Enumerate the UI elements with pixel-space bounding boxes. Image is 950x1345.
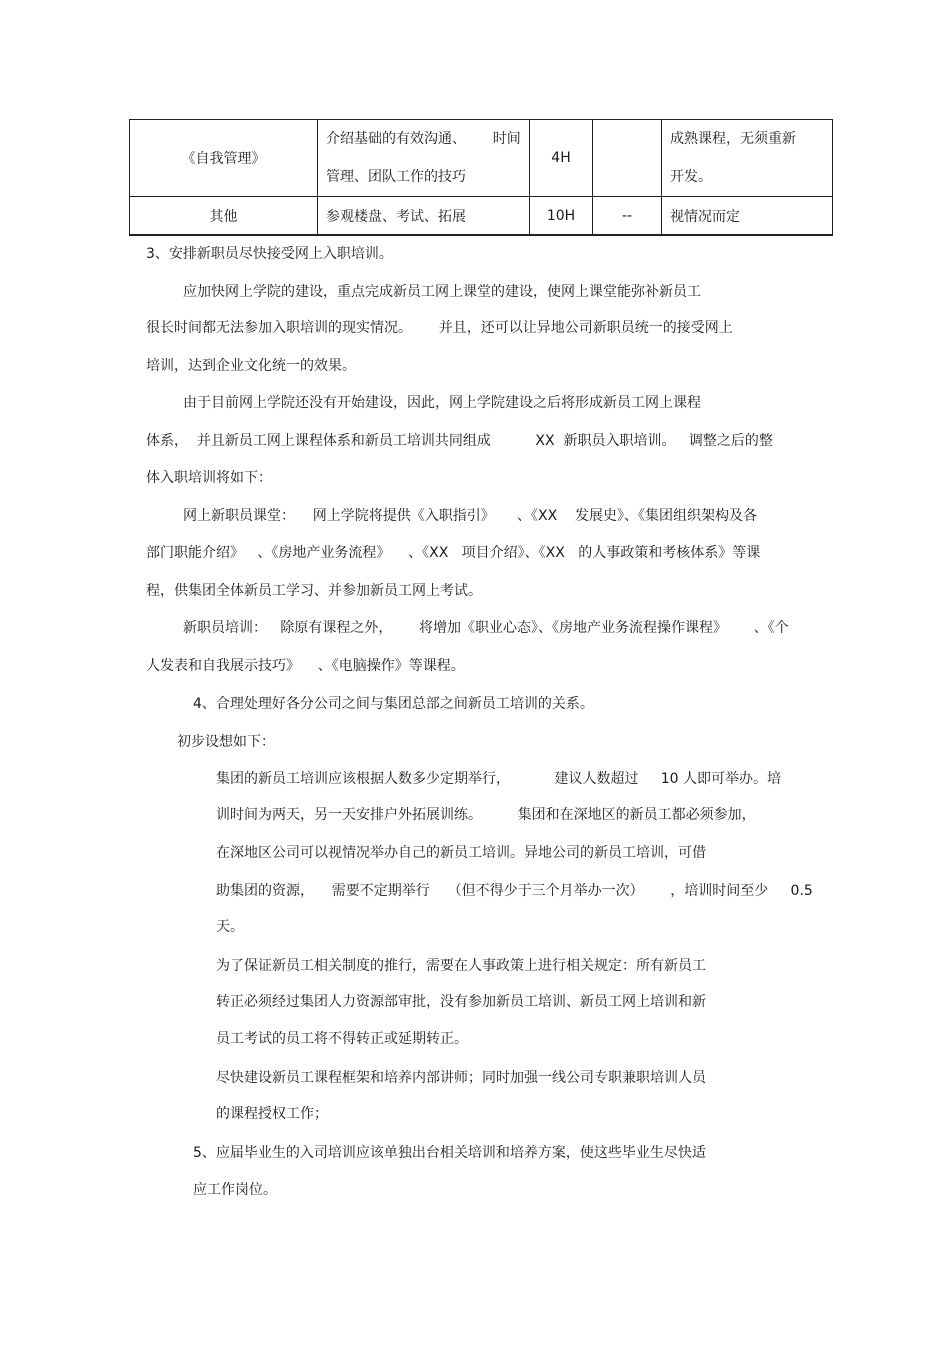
course-name-cell: 其他: [130, 197, 318, 236]
paragraph-line: 转正必须经过集团人力资源部审批，没有参加新员工培训、新员工网上培训和新: [216, 994, 706, 1010]
paragraph-line: 由于目前网上学院还没有开始建设，因此，网上学院建设之后将形成新员工网上课程: [183, 395, 701, 411]
course-remark-line: 开发。: [670, 169, 712, 185]
paragraph-line: 培训，达到企业文化统一的效果。: [146, 358, 356, 374]
paragraph-line: 初步设想如下：: [177, 734, 275, 750]
paragraph-line: 的课程授权工作；: [216, 1106, 328, 1122]
paragraph-line: 应工作岗位。: [193, 1182, 277, 1198]
table-row: [130, 120, 833, 197]
course-remark-cell: [662, 120, 833, 197]
section-heading: 4、合理处理好各分公司之间与集团总部之间新员工培训的关系。: [193, 696, 594, 712]
paragraph-line: 助集团的资源， 需要不定期举行 （但不得少于三个月举办一次） ，培训时间至少 0.5: [216, 883, 813, 899]
table-row: [130, 197, 833, 236]
paragraph-line: 天。: [216, 919, 244, 935]
paragraph-line: 员工考试的员工将不得转正或延期转正。: [216, 1031, 468, 1047]
paragraph-line: 尽快建设新员工课程框架和培养内部讲师；同时加强一线公司专职兼职培训人员: [216, 1070, 706, 1086]
paragraph-line: 应加快网上学院的建设，重点完成新员工网上课堂的建设，使网上课堂能弥补新员工: [183, 284, 701, 300]
paragraph-line: 集团的新员工培训应该根据人数多少定期举行， 建议人数超过 10 人即可举办。培: [216, 771, 782, 787]
course-content-line: 介绍基础的有效沟通、 时间: [326, 131, 521, 147]
course-table: [129, 119, 833, 236]
paragraph-line: 在深地区公司可以视情况举办自己的新员工培训。异地公司的新员工培训，可借: [216, 845, 706, 861]
course-content-line: 管理、团队工作的技巧: [326, 169, 466, 185]
section-heading: 5、应届毕业生的入司培训应该单独出台相关培训和培养方案，使这些毕业生尽快适: [193, 1145, 706, 1161]
paragraph-line: 很长时间都无法参加入职培训的现实情况。 并且，还可以让异地公司新职员统一的接受网上: [146, 320, 733, 336]
paragraph-line: 体入职培训将如下：: [146, 470, 272, 486]
paragraph-line: 体系， 并且新员工网上课程体系和新员工培训共同组成 XX 新职员入职培训。 调整之后的整: [146, 433, 773, 449]
paragraph-line: 训时间为两天，另一天安排户外拓展训练。 集团和在深地区的新员工都必须参加，: [216, 807, 756, 823]
course-content-cell: [318, 120, 530, 197]
course-content-cell: 参观楼盘、考试、拓展: [318, 197, 530, 236]
section-heading: 3、安排新职员尽快接受网上入职培训。: [146, 246, 393, 262]
paragraph-line: 为了保证新员工相关制度的推行，需要在人事政策上进行相关规定：所有新员工: [216, 958, 706, 974]
course-remark-line: 成熟课程，无须重新: [670, 131, 796, 147]
course-hours-cell: 4H: [530, 120, 593, 197]
paragraph-line: 网上新职员课堂： 网上学院将提供《入职指引》 、《XX 发展史》、《集团组织架构及各: [183, 508, 758, 524]
paragraph-line: 新职员培训： 除原有课程之外， 将增加《职业心态》、《房地产业务流程操作课程》 、《个: [183, 620, 789, 636]
course-remark-cell: 视情况而定: [662, 197, 833, 236]
course-name-cell: 《自我管理》: [130, 120, 318, 197]
paragraph-line: 人发表和自我展示技巧》 、《电脑操作》等课程。: [146, 658, 465, 674]
course-hours-cell: 10H: [530, 197, 593, 236]
course-fee-cell: [593, 120, 662, 197]
course-fee-cell: --: [593, 197, 662, 236]
paragraph-line: 部门职能介绍》 、《房地产业务流程》 、《XX 项目介绍》、《XX 的人事政策和考核体系》等课: [146, 545, 761, 561]
paragraph-line: 程，供集团全体新员工学习、并参加新员工网上考试。: [146, 583, 482, 599]
